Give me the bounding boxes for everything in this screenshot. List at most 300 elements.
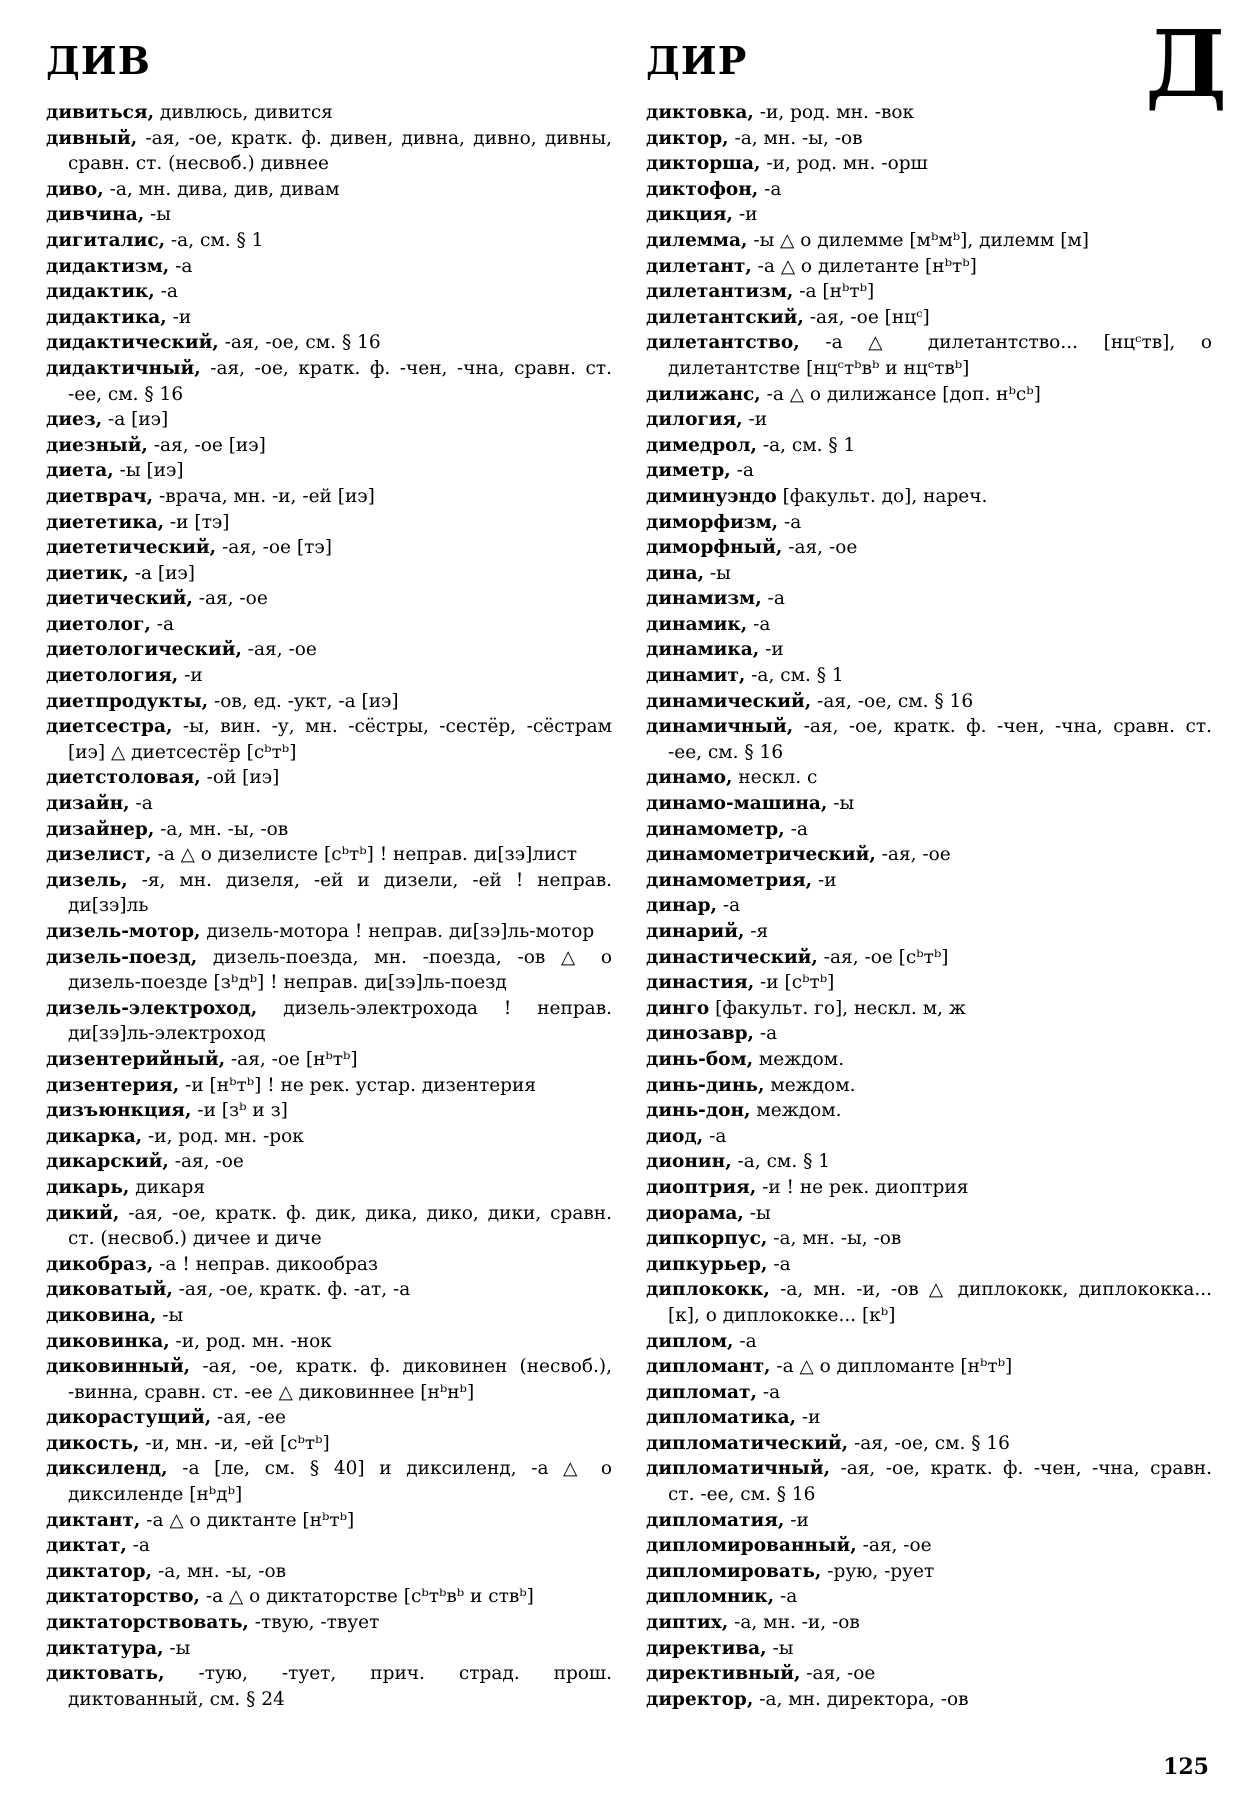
dictionary-entry: [46, 1610, 612, 1636]
entry-text: -и: [790, 1509, 809, 1531]
entry-text: -ы: [709, 562, 731, 584]
entry-text: -ы: [150, 204, 172, 226]
dictionary-entry: [646, 305, 1212, 331]
headword: динамометрический,: [646, 844, 876, 866]
dictionary-entry: [646, 1533, 1212, 1559]
headword: диетпродукты,: [46, 690, 209, 712]
entry-text: -ая, -ое, кратк. ф. -чен, -чна, сравн. ст. -ее, см. § 16: [668, 1458, 1212, 1506]
entry-text: -я, мн. дизеля, -ей и дизели, -ей ! неправ. ди[зэ]ль: [68, 869, 612, 917]
dictionary-entry: [46, 433, 612, 459]
headword: дидактизм,: [46, 255, 170, 277]
headword: диплом,: [646, 1330, 734, 1352]
dictionary-entry: [46, 1252, 612, 1278]
headword: диететика,: [46, 511, 165, 533]
dictionary-entry: [646, 484, 1212, 510]
entry-text: -а △ дилетантство... [нцᶜтв], о дилетантстве [нцᶜтᵇвᵇ и нцᶜтвᵇ]: [668, 332, 1212, 379]
headword: дипломник,: [646, 1586, 775, 1608]
entry-text: -а [ле, см. § 40] и диксиленд, -а △ о диксиленде [нᵇдᵇ]: [68, 1458, 612, 1506]
headword: династия,: [646, 972, 755, 994]
dictionary-entry: [46, 1277, 612, 1303]
headword: динго: [646, 997, 710, 1019]
dictionary-entry: [646, 1047, 1212, 1073]
dictionary-entry: [46, 1047, 612, 1073]
headword: диплококк,: [646, 1279, 770, 1301]
dictionary-entry: [46, 996, 612, 1047]
entry-text: -ая, -ое [нцᶜ]: [809, 306, 930, 328]
headword: дикция,: [646, 204, 733, 226]
entry-text: междом.: [758, 1048, 845, 1070]
dictionary-entry: [46, 228, 612, 254]
headword: динозавр,: [646, 1023, 754, 1045]
entry-text: -а, см. § 1: [737, 1151, 830, 1173]
dictionary-entry: [646, 842, 1212, 868]
headword: диететический,: [46, 537, 217, 559]
dictionary-entry: [646, 279, 1212, 305]
headword: дизентерия,: [46, 1074, 180, 1096]
headword: диметр,: [646, 460, 731, 482]
entry-text: -и, род. мн. -рок: [148, 1125, 304, 1147]
dictionary-entry: [646, 177, 1212, 203]
headword: диктатор,: [46, 1560, 153, 1582]
headword: дипкорпус,: [646, 1228, 768, 1250]
dictionary-entry: [646, 996, 1212, 1022]
headword: динамометрия,: [646, 869, 813, 891]
headword: дионин,: [646, 1151, 732, 1173]
dictionary-entry: [46, 1354, 612, 1405]
entry-text: -и, род. мн. -нок: [175, 1330, 332, 1352]
headword: динамика,: [646, 639, 760, 661]
headword: дикобраз,: [46, 1253, 154, 1275]
headword: дикорастущий,: [46, 1407, 212, 1429]
dictionary-entry: [46, 1431, 612, 1457]
dictionary-entry: [46, 305, 612, 331]
entry-text: -а, мн. дива, див, дивам: [109, 178, 340, 200]
dictionary-entry: [46, 535, 612, 561]
headword: диезный,: [46, 434, 148, 456]
entry-text: -ая, -ое: [198, 588, 268, 610]
entry-text: -ая, -ое, см. § 16: [224, 332, 381, 354]
headword: диковатый,: [46, 1279, 173, 1301]
entry-text: -а △ о дилетанте [нᵇтᵇ]: [757, 255, 977, 277]
headword: диез,: [46, 409, 103, 431]
running-head-left: ДИВ: [46, 38, 151, 83]
dictionary-entry: [46, 1303, 612, 1329]
entry-text: -ая, -ое [нᵇтᵇ]: [230, 1048, 358, 1070]
headword: диксиленд,: [46, 1458, 168, 1480]
headword: динар,: [646, 895, 717, 917]
entry-text: -ы △ о дилемме [мᵇмᵇ], дилемм [м]: [753, 229, 1090, 251]
headword: диктант,: [46, 1509, 141, 1531]
entry-text: -и: [748, 409, 768, 431]
entry-text: -ая, -ее: [217, 1407, 286, 1429]
dictionary-entry: [646, 1636, 1212, 1662]
entry-text: -а: [790, 818, 808, 840]
entry-text: -и: [817, 869, 837, 891]
entry-text: -а: [736, 460, 754, 482]
entry-text: -ы: [772, 1637, 794, 1659]
entry-text: -и ! не рек. диоптрия: [762, 1176, 969, 1198]
dictionary-entry: [646, 1098, 1212, 1124]
headword: дилетантство,: [646, 332, 800, 354]
entry-text: -а: [764, 178, 782, 200]
headword: диктовать,: [46, 1663, 165, 1685]
dictionary-entry: [46, 100, 612, 126]
dictionary-entry: [646, 202, 1212, 228]
entry-text: -а, мн. -ы, -ов: [734, 127, 863, 149]
entry-text: -а, мн. -ы, -ов: [157, 1560, 287, 1582]
headword: дизайнер,: [46, 818, 155, 840]
headword: дизель-поезд,: [46, 946, 198, 968]
dictionary-entry: [46, 612, 612, 638]
dictionary-entry: [46, 510, 612, 536]
headword: диод,: [646, 1125, 704, 1147]
headword: дипломированный,: [646, 1535, 857, 1557]
entry-text: -а: [739, 1330, 757, 1352]
headword: диетический,: [46, 588, 193, 610]
headword: дизель-электроход,: [46, 997, 258, 1019]
entry-text: -а, мн. -и, -ов: [734, 1612, 860, 1634]
headword: диетстоловая,: [46, 767, 201, 789]
headword: дикарка,: [46, 1125, 143, 1147]
headword: диминуэндо: [646, 485, 777, 507]
entry-text: -а: [762, 1381, 781, 1403]
dictionary-entry: [46, 919, 612, 945]
dictionary-entry: [46, 586, 612, 612]
headword: динамометр,: [646, 818, 785, 840]
entry-text: -а: [722, 895, 741, 917]
headword: дипломировать,: [646, 1560, 822, 1582]
headword: дизель-мотор,: [46, 921, 201, 942]
headword: дина,: [646, 562, 705, 584]
dictionary-entry: [646, 330, 1212, 381]
entry-text: -а △ о дипломанте [нᵇтᵇ]: [776, 1356, 1013, 1378]
headword: дилемма,: [646, 229, 748, 251]
headword: динь-динь,: [646, 1074, 765, 1096]
headword: дикий,: [46, 1202, 120, 1224]
headword: диптих,: [646, 1612, 729, 1634]
entry-text: -ой [иэ]: [206, 767, 280, 789]
entry-text: -и: [801, 1407, 821, 1429]
headword: директивный,: [646, 1663, 801, 1685]
headword: диетик,: [46, 562, 129, 584]
entry-text: -ы: [169, 1637, 191, 1659]
right-column: [646, 100, 1212, 1712]
dictionary-entry: [46, 765, 612, 791]
dictionary-entry: [646, 714, 1212, 765]
dictionary-entry: [46, 484, 612, 510]
headword: диорама,: [646, 1202, 744, 1224]
dictionary-entry: [646, 561, 1212, 587]
dictionary-entry: [646, 765, 1212, 791]
headword: динамизм,: [646, 588, 762, 610]
headword: диетврач,: [46, 485, 154, 507]
headword: диоптрия,: [646, 1176, 757, 1198]
entry-text: -а: [135, 793, 153, 815]
entry-text: -а: [160, 281, 178, 303]
dictionary-entry: [646, 382, 1212, 408]
entry-text: -ы, вин. -у, мн. -сёстры, -сестёр, -сёстрам [иэ] △ диетсестёр [сᵇтᵇ]: [68, 716, 613, 763]
headword: диета,: [46, 460, 114, 482]
dictionary-entry: [46, 458, 612, 484]
entry-text: -ая, -ое: [247, 639, 317, 661]
headword: диктофон,: [646, 178, 759, 200]
dictionary-entry: [46, 1175, 612, 1201]
dictionary-entry: [46, 945, 612, 996]
dictionary-entry: [646, 1456, 1212, 1507]
dictionary-entry: [46, 637, 612, 663]
dictionary-entry: [46, 1124, 612, 1150]
entry-text: -и, мн. -и, -ей [сᵇтᵇ]: [145, 1432, 330, 1454]
entry-text: -ая, -ое [тэ]: [221, 537, 332, 559]
headword: дизелист,: [46, 844, 152, 866]
dictionary-entry: [46, 1661, 612, 1712]
dictionary-entry: [646, 1661, 1212, 1687]
entry-text: -а, см. § 1: [751, 665, 844, 687]
running-head-right: ДИР: [646, 38, 748, 83]
dictionary-entry: [646, 228, 1212, 254]
dictionary-entry: [46, 1559, 612, 1585]
dictionary-entry: [46, 1329, 612, 1355]
left-column: [46, 100, 612, 1712]
headword: дивный,: [46, 127, 138, 149]
entry-text: нескл. с: [738, 767, 818, 789]
entry-text: [факульт. до], нареч.: [782, 485, 988, 507]
headword: дикарь,: [46, 1176, 130, 1198]
entry-text: -а [иэ]: [107, 409, 169, 431]
entry-text: -и: [765, 639, 784, 661]
headword: димедрол,: [646, 434, 757, 456]
entry-text: -а: [132, 1535, 150, 1557]
headword: динарий,: [646, 921, 745, 942]
dictionary-entry: [646, 689, 1212, 715]
dictionary-entry: [646, 893, 1212, 919]
dictionary-entry: [646, 535, 1212, 561]
headword: диктаторствовать,: [46, 1612, 249, 1634]
dictionary-entry: [646, 612, 1212, 638]
entry-text: дизель-электрохода ! неправ. ди[зэ]ль-электроход: [68, 997, 612, 1045]
entry-text: -ая, -ое, кратк. ф. -ат, -а: [178, 1279, 411, 1301]
entry-text: -ая, -ое, кратк. ф. -чен, -чна, сравн. ст. -ее, см. § 16: [668, 716, 1212, 763]
headword: дипломатичный,: [646, 1458, 831, 1480]
headword: дилетантский,: [646, 306, 804, 328]
dictionary-entry: [46, 177, 612, 203]
entry-text: -и [нᵇтᵇ] ! не рек. устар. дизентерия: [185, 1074, 537, 1096]
entry-text: -и: [172, 306, 192, 328]
entry-text: -а: [784, 511, 802, 533]
page-number: 125: [1163, 1754, 1209, 1780]
dictionary-entry: [46, 1508, 612, 1534]
dictionary-entry: [646, 1073, 1212, 1099]
entry-text: -ая, -ое, кратк. ф. -чен, -чна, сравн. ст. -ее, см. § 16: [68, 357, 612, 405]
headword: диктатура,: [46, 1637, 164, 1659]
dictionary-entry: [46, 254, 612, 280]
entry-text: дикаря: [135, 1176, 206, 1198]
entry-text: -тую, -тует, прич. страд. прош. диктованный, см. § 24: [68, 1663, 612, 1710]
dictionary-entry: [646, 663, 1212, 689]
headword: дипломатический,: [646, 1432, 849, 1454]
headword: диктат,: [46, 1535, 127, 1557]
entry-text: -и [сᵇтᵇ]: [760, 972, 835, 994]
dictionary-entry: [46, 126, 612, 177]
headword: диковинный,: [46, 1356, 191, 1378]
dictionary-entry: [646, 817, 1212, 843]
entry-text: -ы: [162, 1304, 184, 1326]
headword: диктовка,: [646, 102, 754, 123]
dictionary-entry: [646, 868, 1212, 894]
dictionary-entry: [646, 1021, 1212, 1047]
dictionary-entry: [46, 1456, 612, 1507]
headword: диморфный,: [646, 537, 783, 559]
headword: дикость,: [46, 1432, 140, 1454]
entry-text: дивлюсь, дивится: [159, 102, 333, 123]
dictionary-entry: [646, 1329, 1212, 1355]
headword: динамик,: [646, 613, 748, 635]
headword: динамический,: [646, 690, 812, 712]
headword: дигиталис,: [46, 229, 166, 251]
entry-text: -врача, мн. -и, -ей [иэ]: [158, 485, 375, 507]
headword: династический,: [646, 946, 818, 968]
entry-text: дизель-мотора ! неправ. ди[зэ]ль-мотор: [206, 921, 595, 942]
entry-text: -и [тэ]: [169, 511, 230, 533]
headword: динамо-машина,: [646, 793, 828, 815]
headword: директор,: [646, 1688, 754, 1710]
entry-text: -а: [156, 613, 174, 635]
entry-text: -ая, -ое: [881, 844, 951, 866]
headword: дидактичный,: [46, 357, 201, 379]
entry-text: -а: [709, 1125, 727, 1147]
dictionary-entry: [646, 919, 1212, 945]
entry-text: -а: [759, 1023, 778, 1045]
dictionary-entry: [646, 151, 1212, 177]
dictionary-entry: [646, 510, 1212, 536]
entry-text: -ая, -ое, кратк. ф. диковинен (несвоб.), -винна, сравн. ст. -ее △ диковиннее [нᵇнᵇ]: [68, 1356, 613, 1403]
dictionary-entry: [46, 868, 612, 919]
dictionary-entry: [46, 1636, 612, 1662]
entry-text: -а, мн. -ы, -ов: [160, 818, 289, 840]
entry-text: -и, род. мн. -орш: [766, 153, 928, 175]
entry-text: -а △ о диктаторстве [сᵇтᵇвᵇ и ствᵇ]: [205, 1586, 534, 1608]
entry-text: -а △ о дилижансе [доп. нᵇсᵇ]: [766, 383, 1041, 405]
headword: дизентерийный,: [46, 1048, 226, 1070]
entry-text: -ая, -ое, кратк. ф. дик, дика, дико, дики, сравн. ст. (несвоб.) дичее и диче: [68, 1202, 612, 1250]
dictionary-entry: [46, 561, 612, 587]
dictionary-entry: [46, 1073, 612, 1099]
entry-text: -а: [773, 1253, 791, 1275]
dictionary-entry: [46, 1533, 612, 1559]
headword: динамит,: [646, 665, 746, 687]
dictionary-entry: [646, 1508, 1212, 1534]
headword: диетологический,: [46, 639, 242, 661]
dictionary-entry: [46, 1201, 612, 1252]
dictionary-entry: [46, 330, 612, 356]
entry-text: междом.: [770, 1074, 856, 1096]
entry-text: -а △ о диктанте [нᵇтᵇ]: [146, 1509, 355, 1531]
entry-text: дизель-поезда, мн. -поезда, -ов △ о дизель-поезде [зᵇдᵇ] ! неправ. ди[зэ]ль-поезд: [68, 946, 613, 994]
dictionary-entry: [646, 1149, 1212, 1175]
dictionary-entry: [46, 842, 612, 868]
entry-text: [факульт. го], нескл. м, ж: [715, 997, 966, 1019]
headword: дипломатика,: [646, 1407, 797, 1429]
headword: дипломат,: [646, 1381, 757, 1403]
entry-text: -ая, -ое, см. § 16: [817, 690, 974, 712]
dictionary-entry: [46, 791, 612, 817]
entry-text: -а: [753, 613, 771, 635]
headword: диковинка,: [46, 1330, 170, 1352]
headword: дикторша,: [646, 153, 761, 175]
entry-text: -а [нᵇтᵇ]: [799, 281, 875, 303]
dictionary-entry: [646, 458, 1212, 484]
dictionary-entry: [646, 1380, 1212, 1406]
dictionary-entry: [46, 663, 612, 689]
headword: дивчина,: [46, 204, 145, 226]
section-letter: Д: [1145, 10, 1227, 118]
headword: динь-бом,: [646, 1048, 754, 1070]
dictionary-entry: [646, 970, 1212, 996]
dictionary-entry: [46, 1584, 612, 1610]
dictionary-entry: [646, 1201, 1212, 1227]
entry-text: -ов, ед. -укт, -а [иэ]: [213, 690, 399, 712]
dictionary-entry: [46, 817, 612, 843]
dictionary-entry: [646, 945, 1212, 971]
dictionary-entry: [46, 407, 612, 433]
headword: диковина,: [46, 1304, 157, 1326]
entry-text: -ая, -ое, см. § 16: [853, 1432, 1010, 1454]
dictionary-entry: [646, 1584, 1212, 1610]
dictionary-entry: [46, 1098, 612, 1124]
headword: динь-дон,: [646, 1100, 751, 1122]
headword: дизель,: [46, 869, 128, 891]
headword: дипломатия,: [646, 1509, 785, 1531]
headword: дизайн,: [46, 793, 130, 815]
headword: дикарский,: [46, 1151, 169, 1173]
entry-text: -ы [иэ]: [119, 460, 184, 482]
dictionary-entry: [646, 1431, 1212, 1457]
entry-text: -а, мн. -ы, -ов: [773, 1228, 902, 1250]
dictionary-entry: [646, 254, 1212, 280]
headword: дилижанс,: [646, 383, 761, 405]
entry-text: -а ! неправ. дикообраз: [159, 1253, 378, 1275]
entry-text: -а [иэ]: [134, 562, 195, 584]
headword: диктаторство,: [46, 1586, 200, 1608]
entry-text: -ая, -ое [иэ]: [153, 434, 266, 456]
entry-text: -а: [767, 588, 785, 610]
dictionary-entry: [646, 1559, 1212, 1585]
entry-text: -твую, -твует: [254, 1612, 380, 1634]
dictionary-entry: [46, 689, 612, 715]
headword: диктор,: [646, 127, 729, 149]
entry-text: -а: [175, 255, 193, 277]
entry-text: -а: [780, 1586, 798, 1608]
headword: дилогия,: [646, 409, 743, 431]
dictionary-entry: [646, 1252, 1212, 1278]
dictionary-entry: [646, 1610, 1212, 1636]
headword: дидактик,: [46, 281, 155, 303]
entry-text: -рую, -рует: [827, 1560, 935, 1582]
dictionary-entry: [46, 356, 612, 407]
dictionary-entry: [46, 1405, 612, 1431]
headword: дипломант,: [646, 1356, 771, 1378]
dictionary-entry: [646, 407, 1212, 433]
headword: дилетант,: [646, 255, 752, 277]
headword: диетсестра,: [46, 716, 173, 738]
headword: диво,: [46, 178, 104, 200]
entry-text: -а, мн. директора, -ов: [759, 1688, 969, 1710]
dictionary-entry: [646, 586, 1212, 612]
entry-text: -и: [738, 204, 758, 226]
dictionary-entry: [646, 433, 1212, 459]
entry-text: -а, см. § 1: [170, 229, 264, 251]
dictionary-entry: [646, 1687, 1212, 1713]
